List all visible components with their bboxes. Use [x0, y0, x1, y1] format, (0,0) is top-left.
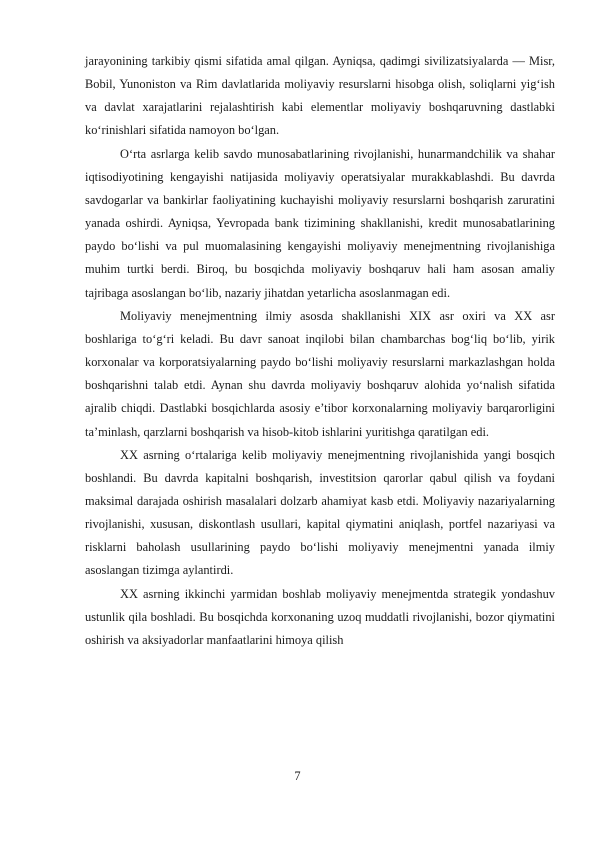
- paragraph-scientific-basis: Moliyaviy menejmentning ilmiy asosda shakllanishi XIX asr oxiri va XX asr boshlariga to‘g‘ri keladi. Bu davr sanoat inqilobi bilan chambarchas bog‘liq bo‘lib, yirik korxonalar va korporatsiyalarning paydo bo‘lishi moliyaviy resurslarni markazlashgan holda boshqarishni talab etdi. Aynan shu davrda moliyaviy boshqaruv alohida yo‘nalish sifatida ajralib chiqdi. Dastlabki bosqichlarda asosiy e’tibor korxonalarning moliyaviy barqarorligini ta’minlash, qarzlarni boshqarish va hisob-kitob ishlarini yuritishga qaratilgan edi.: [85, 308, 555, 439]
- document-body: [85, 50, 555, 652]
- paragraph-strategic-approach: XX asrning ikkinchi yarmidan boshlab moliyaviy menejmentda strategik yondashuv ustunlik qila boshladi. Bu bosqichda korxonaning uzoq muddatli rivojlanishi, bozor qiymatini oshirish va aksiyadorlar manfaatlarini himoya qilish: [85, 586, 555, 647]
- paragraph-mid-20th-century: XX asrning o‘rtalariga kelib moliyaviy menejmentning rivojlanishida yangi bosqich boshlandi. Bu davrda kapitalni boshqarish, investitsion qarorlar qabul qilish va foydani maksimal darajada oshirish masalalari dolzarb ahamiyat kasb etdi. Moliyaviy nazariyalarning rivojlanishi, xususan, diskontlash usullari, kapital qiymatini aniqlash, portfel nazariyasi va risklarni baholash usullarining paydo bo‘lishi moliyaviy menejmentni yanada ilmiy asoslangan tizimga aylantirdi.: [85, 447, 555, 578]
- paragraph-continuation: jarayonining tarkibiy qismi sifatida amal qilgan. Ayniqsa, qadimgi sivilizatsiyalarda — Misr, Bobil, Yunoniston va Rim davlatlarida moliyaviy resurslarni hisobga olish, soliqlarni yig‘ish va davlat xarajatlarini rejalashtirish kabi elementlar moliyaviy boshqaruvning dastlabki ko‘rinishlari sifatida namoyon bo‘lgan.: [85, 54, 555, 138]
- paragraph-middle-ages: O‘rta asrlarga kelib savdo munosabatlarining rivojlanishi, hunarmandchilik va shahar iqtisodiyotining kengayishi natijasida moliyaviy operatsiyalar murakkablashdi. Bu davrda savdogarlar va bankirlar faoliyatining kuchayishi moliyaviy resurslarni boshqarish zaruratini yanada oshirdi. Ayniqsa, Yevropada bank tizimining shakllanishi, kredit munosabatlarining paydo bo‘lishi va pul muomalasining kengayishi moliyaviy menejmentning rivojlanishiga muhim turtki berdi. Biroq, bu bosqichda moliyaviy boshqaruv hali ham asosan amaliy tajribaga asoslangan bo‘lib, nazariy jihatdan yetarlicha asoslanmagan edi.: [85, 146, 555, 300]
- page-number: 7: [294, 769, 301, 783]
